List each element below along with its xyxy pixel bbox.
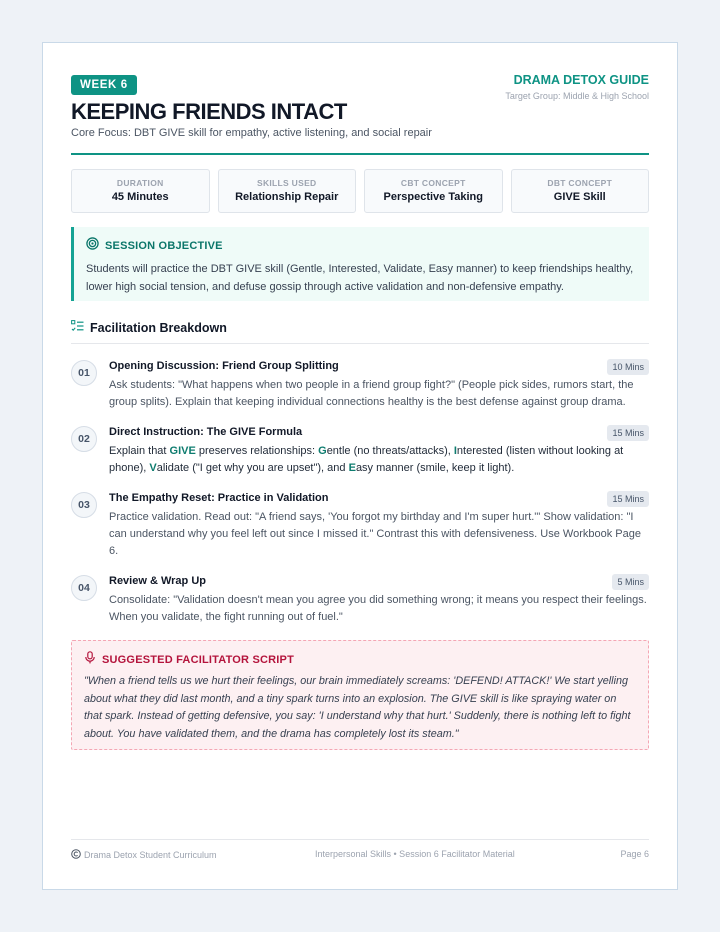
acronym-letter-e: E: [348, 462, 356, 474]
step-body: Ask students: "What happens when two people in a friend group fight?" (People pick sides, rumors start, the group splits). Explain that keeping individual connections healthy is the best defense against group drama.: [109, 379, 634, 408]
text-run: asy manner (smile, keep it light).: [355, 462, 515, 474]
target-icon: [86, 237, 99, 255]
step-body: Consolidate: "Validation doesn't mean you agree you did something wrong; it means you respect their feelings. When you validate, the fight running out of fuel.": [109, 594, 647, 623]
duration-badge: 15 Mins: [607, 491, 649, 507]
page-title: KEEPING FRIENDS INTACT: [71, 99, 347, 124]
script-title: SUGGESTED FACILITATOR SCRIPT: [102, 654, 294, 666]
footer-session: Interpersonal Skills • Session 6 Facilitator Material: [315, 849, 515, 859]
footer-curriculum: Drama Detox Student Curriculum: [84, 850, 217, 860]
text-run: alidate ("I get why you are upset"), and: [156, 462, 349, 474]
copyright-icon: [71, 849, 81, 861]
page: [42, 42, 678, 890]
step-body: Practice validation. Read out: "A friend says, 'You forgot my birthday and I'm super hurt.'" Show validation: "I can understand why you feel left out since I missed it." Contrast this with defensiveness. Use Workbook Page 6.: [109, 511, 641, 557]
stat-label: SKILLS USED: [256, 178, 317, 188]
stat-label: DBT CONCEPT: [547, 178, 613, 188]
text-run: entle (no threats/attacks),: [326, 445, 454, 457]
acronym-letter-v: V: [149, 462, 157, 474]
duration-badge: 10 Mins: [607, 359, 649, 375]
step-title: The Empathy Reset: Practice in Validation: [109, 492, 329, 504]
core-focus: Core Focus: DBT GIVE skill for empathy, active listening, and social repair: [71, 127, 432, 139]
step-title: Opening Discussion: Friend Group Splitting: [109, 360, 339, 372]
stat-value: Perspective Taking: [383, 191, 483, 203]
step-number: 03: [71, 492, 97, 518]
step-title: Direct Instruction: The GIVE Formula: [109, 426, 303, 438]
acronym-letter-i: I: [453, 445, 457, 457]
stat-label: DURATION: [116, 178, 164, 188]
objective-body: Students will practice the DBT GIVE skill (Gentle, Interested, Validate, Easy manner) to keep friendships healthy, lower high social tension, and defuse gossip through active validation and non-defensive empathy.: [86, 263, 634, 293]
objective-header: [86, 237, 635, 255]
header-divider: [71, 153, 649, 155]
microphone-icon: [84, 651, 96, 669]
step-item: [71, 574, 649, 626]
duration-badge: 15 Mins: [607, 425, 649, 441]
step-item: [71, 491, 649, 560]
footer: [71, 839, 649, 863]
text-run: preserves relationships:: [195, 445, 319, 457]
step-number: 04: [71, 575, 97, 601]
step-title: Review & Wrap Up: [109, 575, 206, 587]
stat-value: 45 Minutes: [111, 191, 169, 203]
step-item: [71, 425, 649, 477]
breakdown-header: [71, 319, 649, 344]
stat-label: CBT CONCEPT: [400, 178, 466, 188]
duration-badge: 5 Mins: [612, 574, 649, 590]
script-header: [84, 651, 636, 669]
text-run: nterested (listen without looking at phone),: [109, 445, 624, 474]
acronym-letter-g: G: [318, 445, 327, 457]
stat-card-dbt: [511, 169, 650, 213]
page-number: Page 6: [620, 849, 649, 859]
stat-value: GIVE Skill: [553, 191, 606, 203]
give-acronym: GIVE: [169, 445, 196, 457]
footer-left: [71, 849, 217, 861]
breakdown-title: Facilitation Breakdown: [90, 321, 227, 335]
stat-card-duration: [71, 169, 210, 213]
stat-value: Relationship Repair: [235, 191, 339, 203]
stat-card-cbt: [364, 169, 503, 213]
step-number: 02: [71, 426, 97, 452]
checklist-icon: [71, 319, 84, 337]
target-group: Target Group: Middle & High School: [505, 91, 649, 101]
objective-title: SESSION OBJECTIVE: [105, 240, 223, 252]
step-number: 01: [71, 360, 97, 386]
guide-title: DRAMA DETOX GUIDE: [513, 73, 649, 87]
session-objective: [71, 227, 649, 301]
step-item: [71, 359, 649, 411]
header: [71, 73, 649, 141]
stat-cards: [71, 169, 649, 213]
step-body: [109, 443, 649, 477]
text-run: Explain that: [109, 445, 170, 457]
script-body: "When a friend tells us we hurt their feelings, our brain immediately screams: 'DEFEND! ATTACK!' We start yelling about what they did last month, and a tiny spark turns into an explosion. The GIVE skill is like spraying water on that spark. Instead of getting defensive, you say: 'I understand why that hurt.' Suddenly, there is nothing left to fight about. You have validated them, and the drama has completely lost its steam.": [84, 675, 631, 740]
facilitator-script: [71, 640, 649, 750]
week-badge: WEEK 6: [71, 75, 137, 95]
stat-card-skills: [218, 169, 357, 213]
